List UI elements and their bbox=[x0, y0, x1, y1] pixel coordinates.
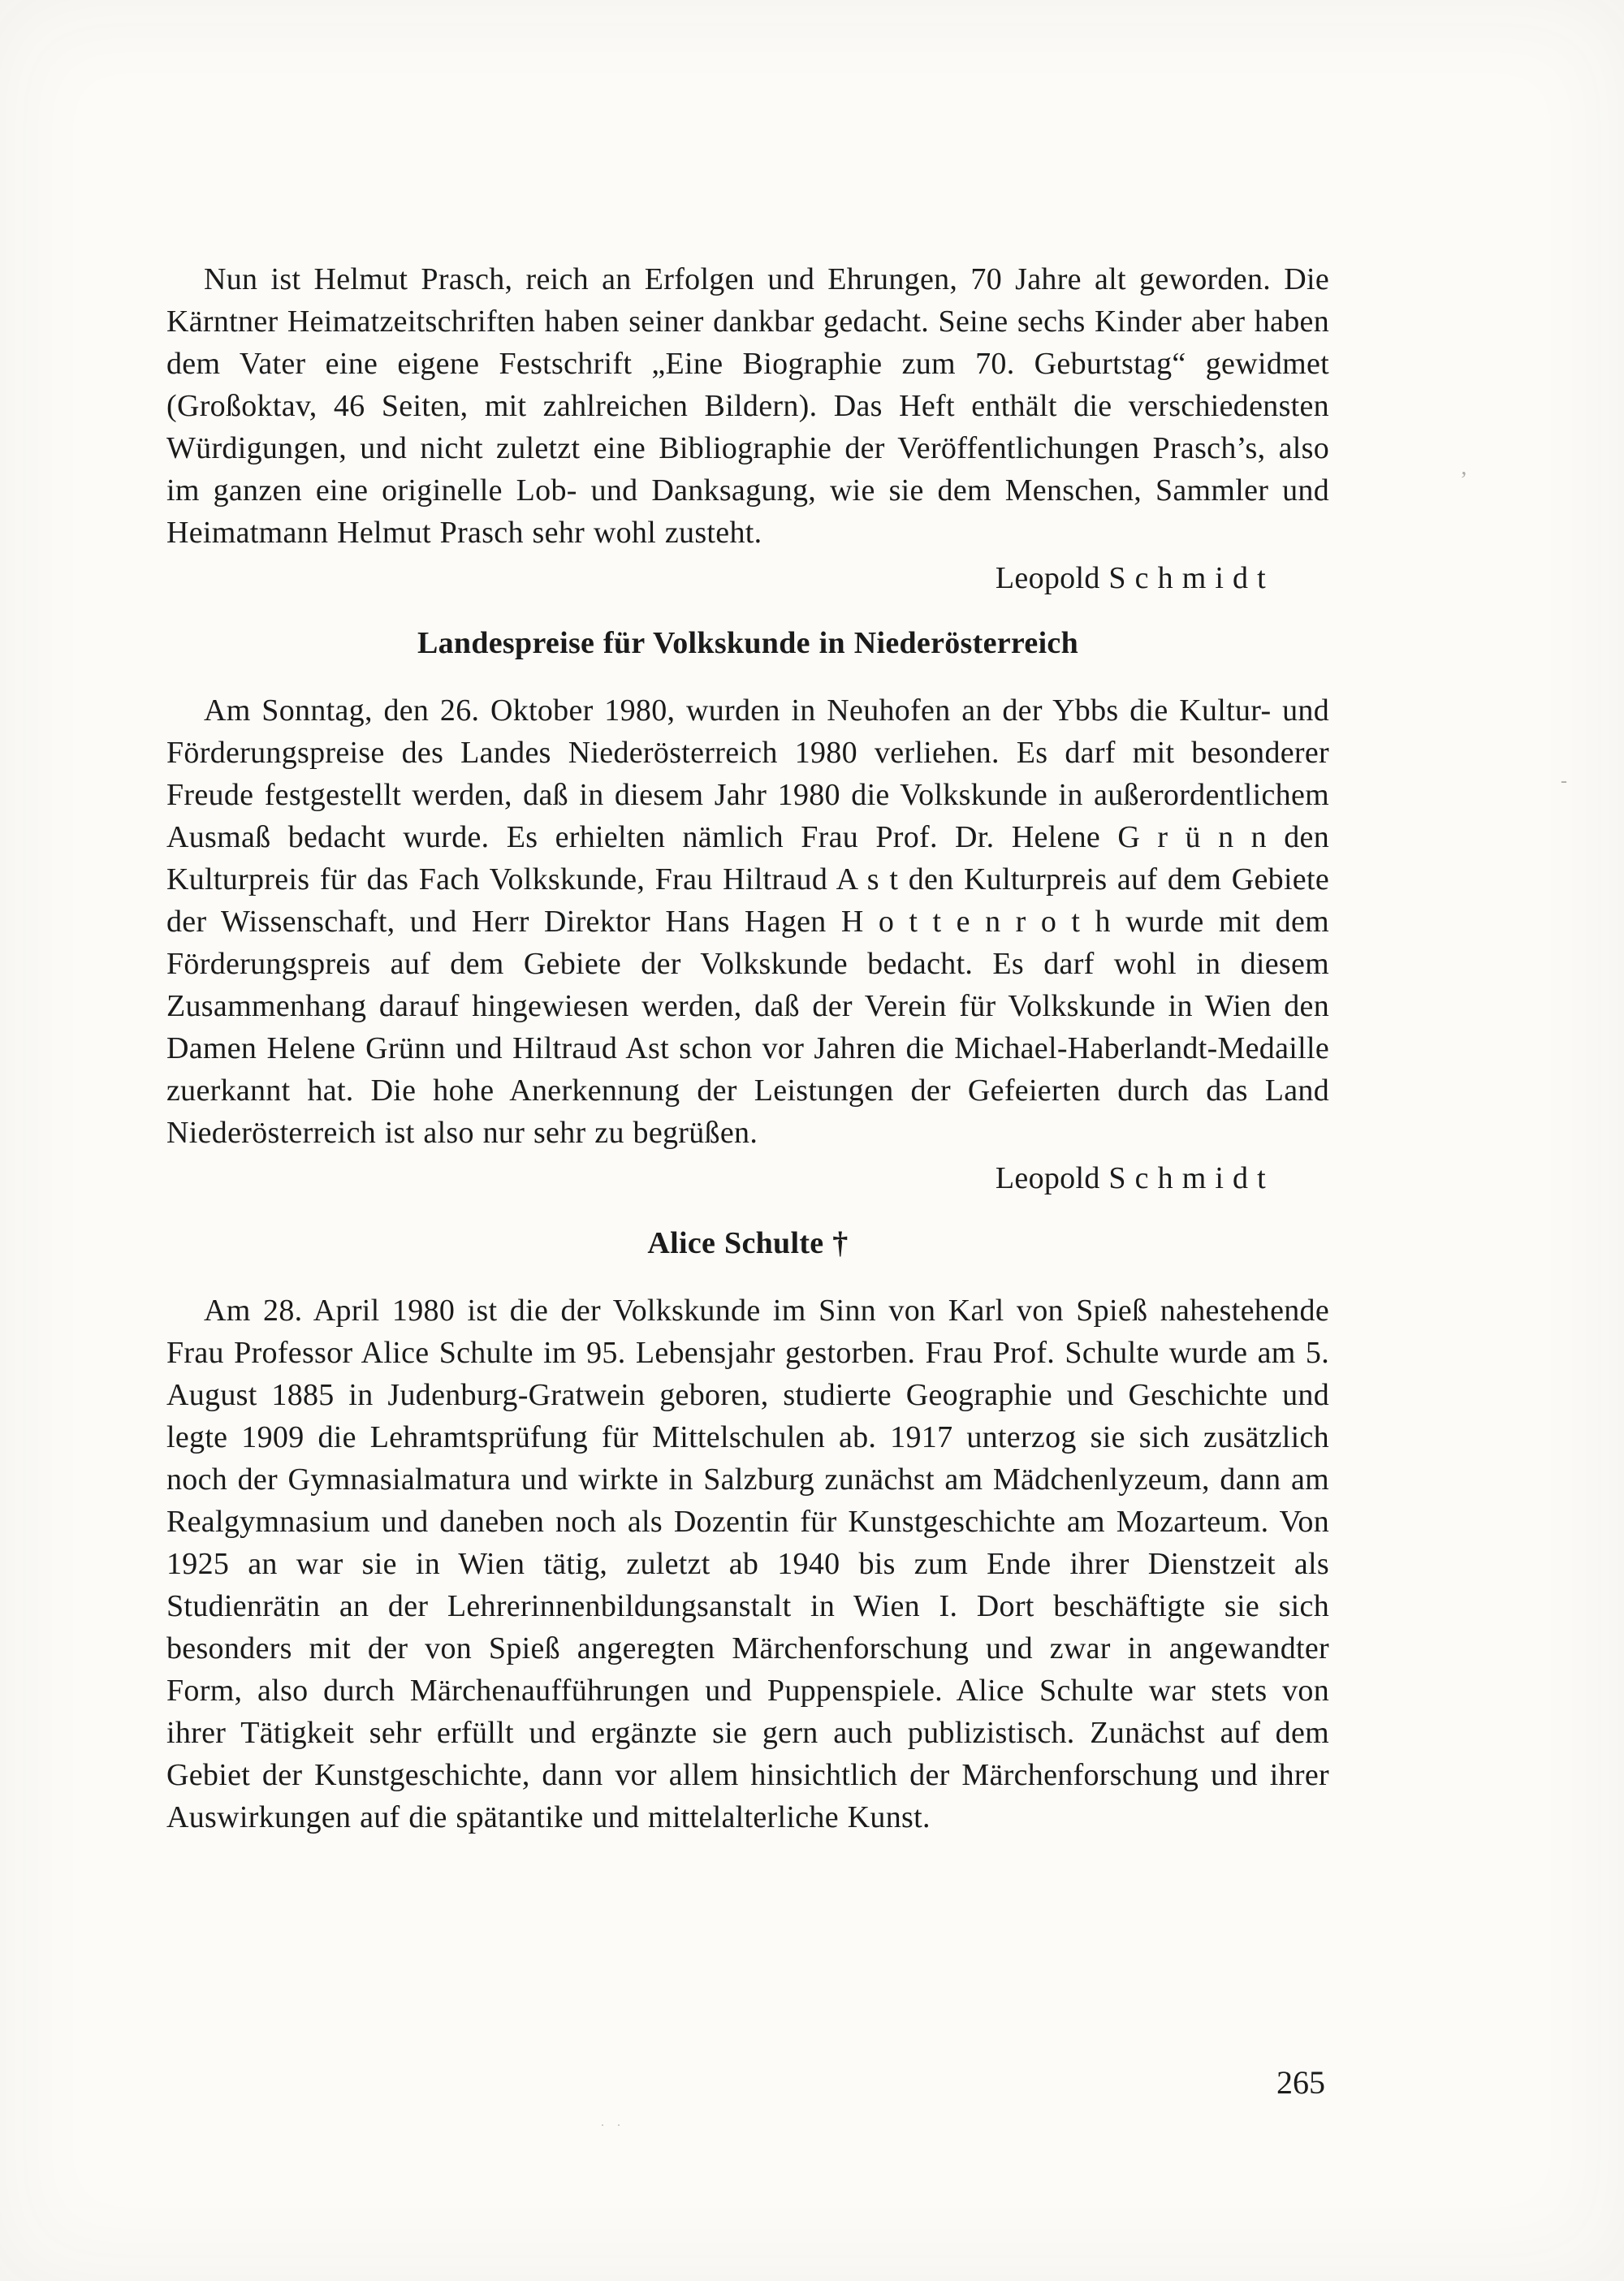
scan-artifact: ’ bbox=[1460, 468, 1468, 493]
signature-leopold-schmidt-1: Leopold S c h m i d t bbox=[995, 561, 1266, 595]
heading-landespreise: Landespreise für Volkskunde in Niederösterreich bbox=[417, 626, 1079, 660]
paragraph-alice-schulte-obituary: Am 28. April 1980 ist die der Volkskunde im Sinn von Karl von Spieß nahestehende Frau Professor Alice Schulte im 95. Lebensjahr gestorben. Frau Prof. Schulte wurde am 5. August 1885 in Judenburg-Gratwein geboren, studierte Geographie und Geschichte und legte 1909 die Lehramtsprüfung für Mittelschulen ab. 1917 unterzog sie sich zusätzlich noch der Gymnasialmatura und wirkte in Salzburg zunächst am Mädchenlyzeum, dann am Realgymnasium und daneben noch als Dozentin für Kunstgeschichte am Mozarteum. Von 1925 an war sie in Wien tätig, zuletzt ab 1940 bis zum Ende ihrer Dienstzeit als Studienrätin an der Lehrerinnenbildungsanstalt in Wien I. Dort beschäftigte sie sich besonders mit der von Spieß angeregten Märchenforschung und zwar in angewandter Form, also durch Märchenaufführungen und Puppenspiele. Alice Schulte war stets von ihrer Tätigkeit sehr erfüllt und ergänzte sie gern auch publizistisch. Zunächst auf dem Gebiet der Kunstgeschichte, dann vor allem hinsichtlich der Märchenforschung und ihrer Auswirkungen auf die spätantike und mittelalterliche Kunst. bbox=[166, 1294, 1329, 1834]
scan-artifact: . . bbox=[601, 2115, 625, 2129]
signature-leopold-schmidt-2: Leopold S c h m i d t bbox=[995, 1161, 1266, 1195]
page-number: 265 bbox=[1276, 2064, 1325, 2101]
heading-alice-schulte-obituary: Alice Schulte † bbox=[647, 1226, 849, 1260]
scan-artifact: - bbox=[1561, 771, 1567, 792]
paragraph-prasch-festschrift: Nun ist Helmut Prasch, reich an Erfolgen und Ehrungen, 70 Jahre alt geworden. Die Kärntner Heimatzeitschriften haben seiner dankbar gedacht. Seine sechs Kinder aber haben dem Vater eine eigene Festschrift „Eine Biographie zum 70. Geburtstag“ gewidmet (Großoktav, 46 Seiten, mit zahlreichen Bildern). Das Heft enthält die verschiedensten Würdigungen, und nicht zuletzt eine Bibliographie der Veröffentlichungen Prasch’s, also im ganzen eine originelle Lob- und Danksagung, wie sie dem Menschen, Sammler und Heimatmann Helmut Prasch sehr wohl zusteht. bbox=[166, 262, 1329, 550]
text-block bbox=[166, 258, 1329, 1838]
paragraph-landespreise: Am Sonntag, den 26. Oktober 1980, wurden in Neuhofen an der Ybbs die Kultur- und Förderungspreise des Landes Niederösterreich 1980 verliehen. Es darf mit besonderer Freude festgestellt werden, daß in diesem Jahr 1980 die Volkskunde in außerordentlichem Ausmaß bedacht wurde. Es erhielten nämlich Frau Prof. Dr. Helene G r ü n n den Kulturpreis für das Fach Volkskunde, Frau Hiltraud A s t den Kulturpreis auf dem Gebiete der Wissenschaft, und Herr Direktor Hans Hagen H o t t e n r o t h wurde mit dem Förderungspreis auf dem Gebiete der Volkskunde bedacht. Es darf wohl in diesem Zusammenhang darauf hingewiesen werden, daß der Verein für Volkskunde in Wien den Damen Helene Grünn und Hiltraud Ast schon vor Jahren die Michael-Haberlandt-Medaille zuerkannt hat. Die hohe Anerkennung der Leistungen der Gefeierten durch das Land Niederösterreich ist also nur sehr zu begrüßen. bbox=[166, 693, 1329, 1150]
